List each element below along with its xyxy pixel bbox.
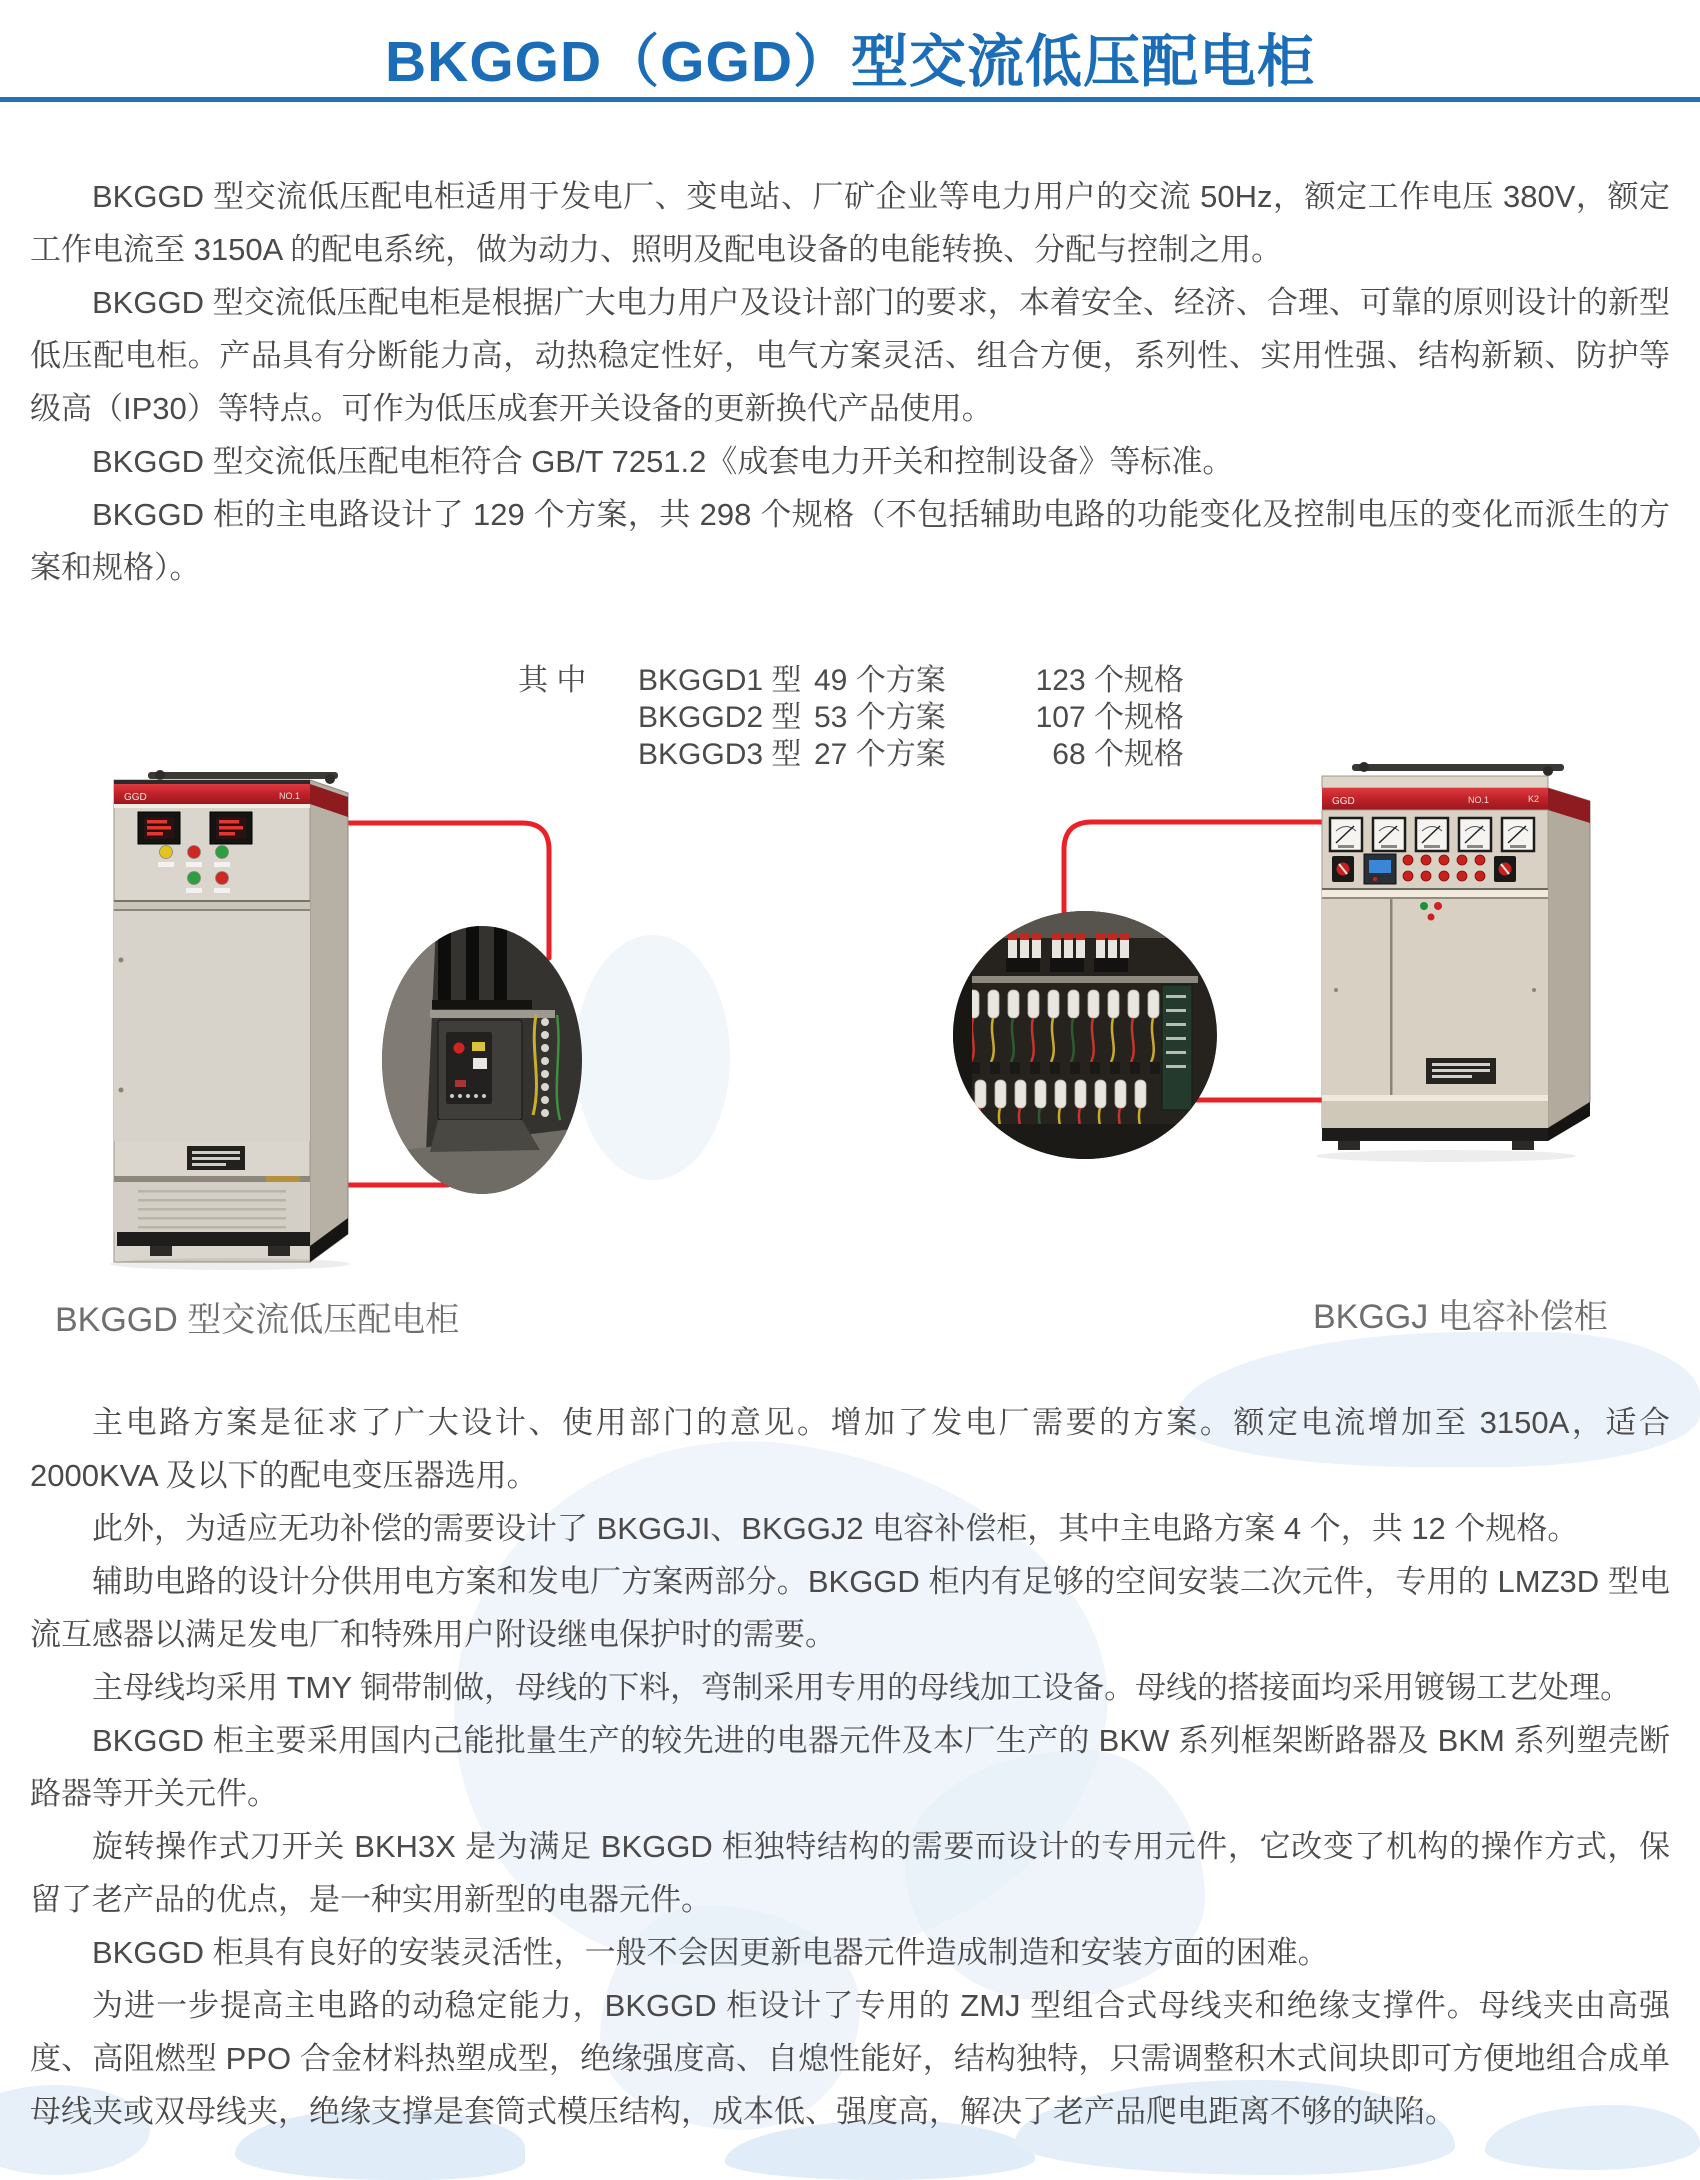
scheme-count: 53 个方案 <box>814 701 946 734</box>
scheme-model: BKGGD2 型 <box>638 701 802 734</box>
paragraph: 旋转操作式刀开关 BKH3X 是为满足 BKGGD 柜独特结构的需要而设计的专用元件，它改变了机构的操作方式，保留了老产品的优点，是一种实用新型的电器元件。 <box>30 1829 1670 1917</box>
paragraph: 为进一步提高主电路的动稳定能力，BKGGD 柜设计了专用的 ZMJ 型组合式母线夹和绝缘支撑件。母线夹由高强度、高阻燃型 PPO 合金材料热塑成型，绝缘强度高、自熄性能好，结构独特，只需调整积木式间块即可方便地组合成单母线夹或双母线夹，绝缘支撑是套筒式模压结构，成本低、强度高，解决了老产品爬电距离不够的缺陷。 <box>30 1988 1670 2129</box>
page-title: BKGGD（GGD）型交流低压配电柜 <box>385 30 1315 94</box>
fuse-row <box>975 1080 1146 1108</box>
left-detail-photo <box>380 924 586 1196</box>
right-figure-caption: BKGGJ 电容补偿柜 <box>1313 1298 1608 1336</box>
right-cabinet-band-label: K2 <box>1528 794 1540 804</box>
left-cabinet-meter <box>210 812 252 844</box>
left-figure-caption: BKGGD 型交流低压配电柜 <box>55 1301 460 1339</box>
cabinet-figures <box>0 730 1700 1370</box>
left-cabinet-vents <box>114 1182 310 1232</box>
paragraph: 辅助电路的设计分供用电方案和发电厂方案两部分。BKGGD 柜内有足够的空间安装二次元件，专用的 LMZ3D 型电流互感器以满足发电厂和特殊用户附设继电保护时的需要。 <box>30 1564 1670 1652</box>
scheme-model: BKGGD1 型 <box>638 664 802 697</box>
connector-right-top <box>1064 822 1324 914</box>
left-cabinet-meter <box>138 812 180 844</box>
left-cabinet-band-label: GGD <box>124 792 147 803</box>
right-cabinet-red-band <box>1322 788 1548 810</box>
paragraph: 此外，为适应无功补偿的需要设计了 BKGGJI、BKGGJ2 电容补偿柜，其中主电路方案 4 个，共 12 个规格。 <box>92 1511 1579 1546</box>
paragraph: 主电路方案是征求了广大设计、使用部门的意见。增加了发电厂需要的方案。额定电流增加至 3150A，适合 2000KVA 及以下的配电变压器选用。 <box>30 1405 1670 1493</box>
right-cabinet-illustration <box>1316 762 1590 1162</box>
paragraph: BKGGD 型交流低压配电柜是根据广大电力用户及设计部门的要求，本着安全、经济、合理、可靠的原则设计的新型低压配电柜。产品具有分断能力高，动热稳定性好，电气方案灵活、组合方便，系列性、实用性强、结构新颖、防护等级高（IP30）等特点。可作为低压成套开关设备的更新换代产品使用。 <box>30 285 1670 426</box>
body-text-section <box>30 1396 1670 2138</box>
door-indicator-green <box>1420 902 1428 910</box>
spec-count: 123 个规格 <box>1035 664 1184 697</box>
scheme-prefix: 其 中 <box>518 664 587 697</box>
scheme-model: BKGGD3 型 <box>638 738 802 771</box>
right-cabinet-nameplate <box>1426 1058 1496 1084</box>
left-cabinet-illustration <box>110 770 350 1270</box>
paragraph: 主母线均采用 TMY 铜带制做，母线的下料，弯制采用专用的母线加工设备。母线的搭接面均采用镀锡工艺处理。 <box>92 1670 1632 1705</box>
scheme-count: 27 个方案 <box>814 738 946 771</box>
circuit-breaker <box>438 1020 522 1120</box>
scheme-row <box>518 662 1184 699</box>
paragraph: BKGGD 柜的主电路设计了 129 个方案，共 298 个规格（不包括辅助电路的功能变化及控制电压的变化而派生的方案和规格）。 <box>30 497 1670 585</box>
contactors <box>1006 934 1129 972</box>
door-indicator-red <box>1434 902 1442 910</box>
paragraph: BKGGD 型交流低压配电柜符合 GB/T 7251.2《成套电力开关和控制设备》等标准。 <box>92 444 1234 479</box>
scheme-count: 49 个方案 <box>814 664 946 697</box>
left-cabinet-band-label: NO.1 <box>278 791 300 801</box>
intro-text-section <box>30 170 1670 594</box>
paragraph: BKGGD 柜主要采用国内己能批量生产的较先进的电器元件及本厂生产的 BKW 系列框架断路器及 BKM 系列塑壳断路器等开关元件。 <box>30 1723 1670 1811</box>
right-detail-photo <box>950 908 1222 1162</box>
spec-count: 68 个规格 <box>1052 738 1184 771</box>
paragraph: BKGGD 型交流低压配电柜适用于发电厂、变电站、厂矿企业等电力用户的交流 50Hz，额定工作电压 380V，额定工作电流至 3150A 的配电系统，做为动力、照明及配电设备的电能转换、分配与控制之用。 <box>30 179 1670 267</box>
paragraph: BKGGD 柜具有良好的安装灵活性，一般不会因更新电器元件造成制造和安装方面的困难。 <box>92 1935 1329 1970</box>
right-cabinet-analog-meters <box>1330 818 1534 851</box>
right-cabinet-band-label: GGD <box>1332 796 1355 807</box>
left-cabinet-nameplate <box>187 1146 245 1170</box>
title-divider-rule <box>0 97 1700 102</box>
spec-count: 107 个规格 <box>1035 701 1184 734</box>
right-cabinet-band-label: NO.1 <box>1468 795 1490 805</box>
pcb-panel <box>1162 985 1192 1110</box>
